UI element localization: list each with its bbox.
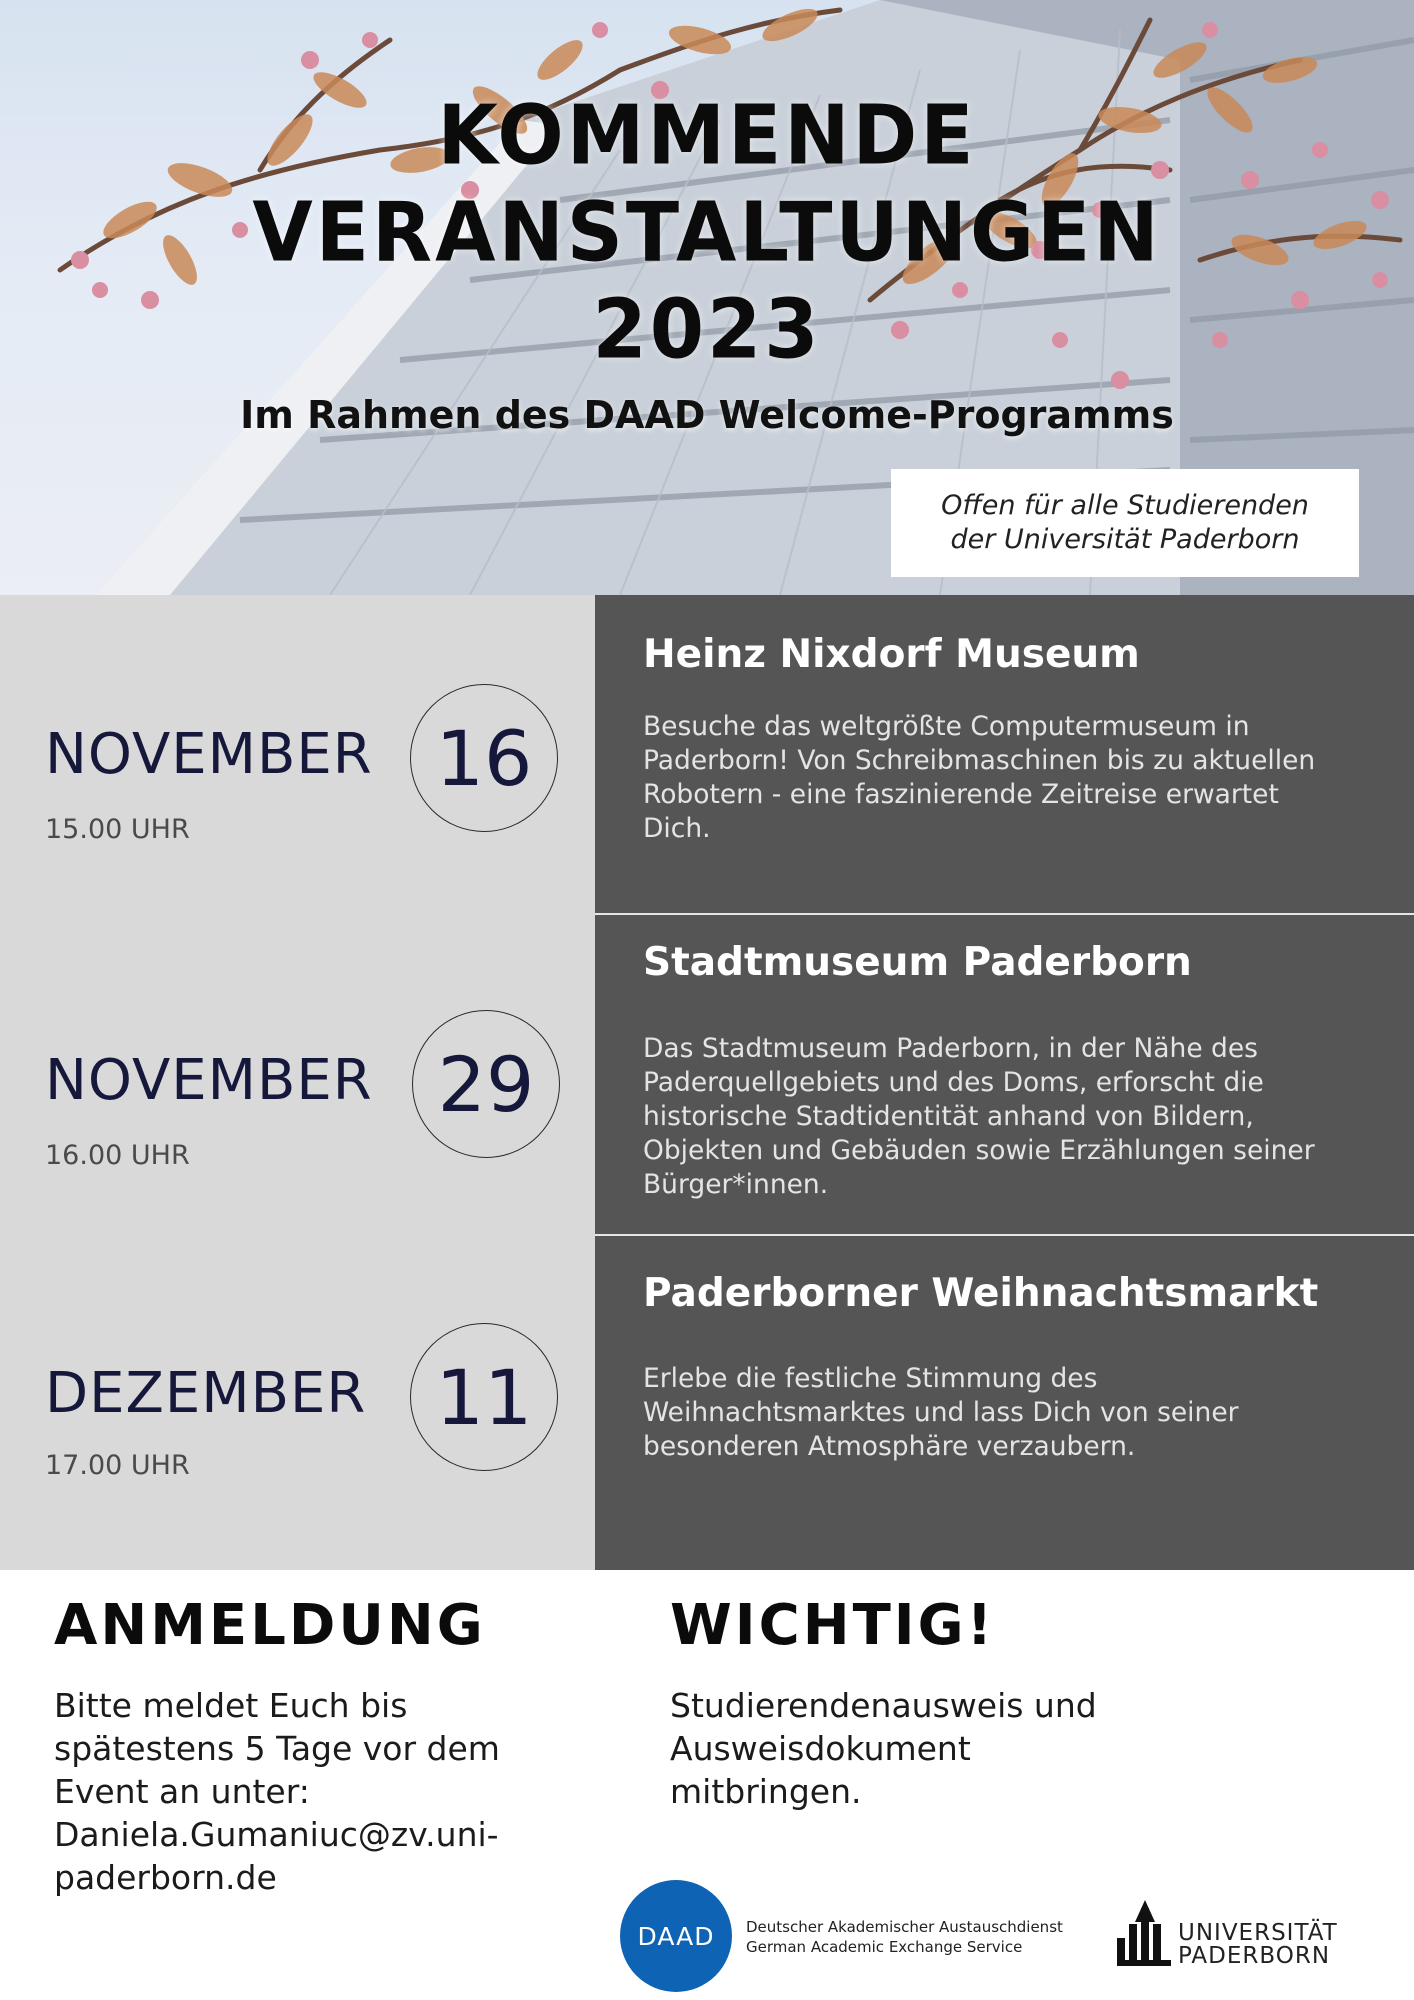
description-line: Objekten und Gebäuden sowie Erzählungen seiner — [643, 1135, 1315, 1166]
event-day-circle — [410, 1323, 558, 1471]
university-logo-icon — [1115, 1900, 1173, 1970]
open-note-line: der Universität Paderborn — [950, 524, 1300, 555]
important-line: Studierendenausweis und — [670, 1686, 1097, 1725]
registration-email-line[interactable]: Daniela.Gumaniuc@zv.uni- — [54, 1815, 499, 1854]
description-line: Erlebe die festliche Stimmung des — [643, 1363, 1098, 1394]
registration-line: Event an unter: — [54, 1772, 310, 1811]
event-description — [643, 1032, 1343, 1202]
open-note-box — [891, 469, 1359, 577]
important-line: mitbringen. — [670, 1772, 862, 1811]
important-heading: WICHTIG! — [670, 1593, 996, 1658]
description-line: Weihnachtsmarktes und lass Dich von seiner — [643, 1397, 1239, 1428]
description-line: besonderen Atmosphäre verzaubern. — [643, 1431, 1136, 1462]
event-day: 11 — [435, 1352, 533, 1442]
description-line: Bürger*innen. — [643, 1169, 829, 1200]
event-month: DEZEMBER — [45, 1361, 367, 1426]
daad-name — [746, 1917, 1063, 1957]
event-time: 15.00 UHR — [45, 814, 190, 845]
event-description — [643, 710, 1343, 846]
daad-logo-mark: DAAD — [637, 1921, 715, 1951]
description-line: Dich. — [643, 813, 711, 844]
hero-banner — [0, 0, 1414, 595]
daad-logo — [620, 1880, 732, 1992]
event-divider — [595, 1234, 1414, 1236]
event-title: Paderborner Weihnachtsmarkt — [643, 1271, 1319, 1316]
daad-name-de: Deutscher Akademischer Austauschdienst — [746, 1918, 1063, 1936]
event-time: 17.00 UHR — [45, 1450, 190, 1481]
event-day-circle — [410, 684, 558, 832]
event-day: 16 — [435, 713, 533, 803]
registration-email-line[interactable]: paderborn.de — [54, 1858, 277, 1897]
description-line: Paderborn! Von Schreibmaschinen bis zu aktuellen — [643, 745, 1316, 776]
description-line: Paderquellgebiets und des Doms, erforscht die — [643, 1067, 1264, 1098]
description-line: Das Stadtmuseum Paderborn, in der Nähe des — [643, 1033, 1258, 1064]
registration-line: Bitte meldet Euch bis — [54, 1686, 408, 1725]
page-title — [0, 88, 1414, 379]
important-line: Ausweisdokument — [670, 1729, 971, 1768]
event-description — [643, 1362, 1343, 1464]
event-month: NOVEMBER — [45, 1048, 373, 1113]
university-name-line: UNIVERSITÄT — [1178, 1920, 1338, 1946]
open-note-line: Offen für alle Studierenden — [941, 490, 1309, 521]
event-title: Stadtmuseum Paderborn — [643, 940, 1192, 985]
title-line: 2023 — [592, 282, 822, 378]
daad-name-en: German Academic Exchange Service — [746, 1938, 1023, 1956]
event-divider — [595, 913, 1414, 915]
subtitle: Im Rahmen des DAAD Welcome-Programms — [240, 393, 1174, 437]
event-month: NOVEMBER — [45, 722, 373, 787]
important-text — [670, 1684, 1097, 1813]
event-day: 29 — [437, 1039, 535, 1129]
event-day-circle — [412, 1010, 560, 1158]
description-line: historische Stadtidentität anhand von Bildern, — [643, 1101, 1254, 1132]
registration-text — [54, 1684, 500, 1899]
title-line: VERANSTALTUNGEN — [252, 185, 1162, 281]
university-name — [1178, 1922, 1338, 1968]
university-name-line: PADERBORN — [1178, 1943, 1331, 1969]
registration-line: spätestens 5 Tage vor dem — [54, 1729, 500, 1768]
description-line: Besuche das weltgrößte Computermuseum in — [643, 711, 1250, 742]
event-title: Heinz Nixdorf Museum — [643, 632, 1140, 677]
description-line: Robotern - eine faszinierende Zeitreise erwartet — [643, 779, 1279, 810]
title-line: KOMMENDE — [437, 88, 977, 184]
registration-heading: ANMELDUNG — [54, 1593, 486, 1658]
event-time: 16.00 UHR — [45, 1140, 190, 1171]
